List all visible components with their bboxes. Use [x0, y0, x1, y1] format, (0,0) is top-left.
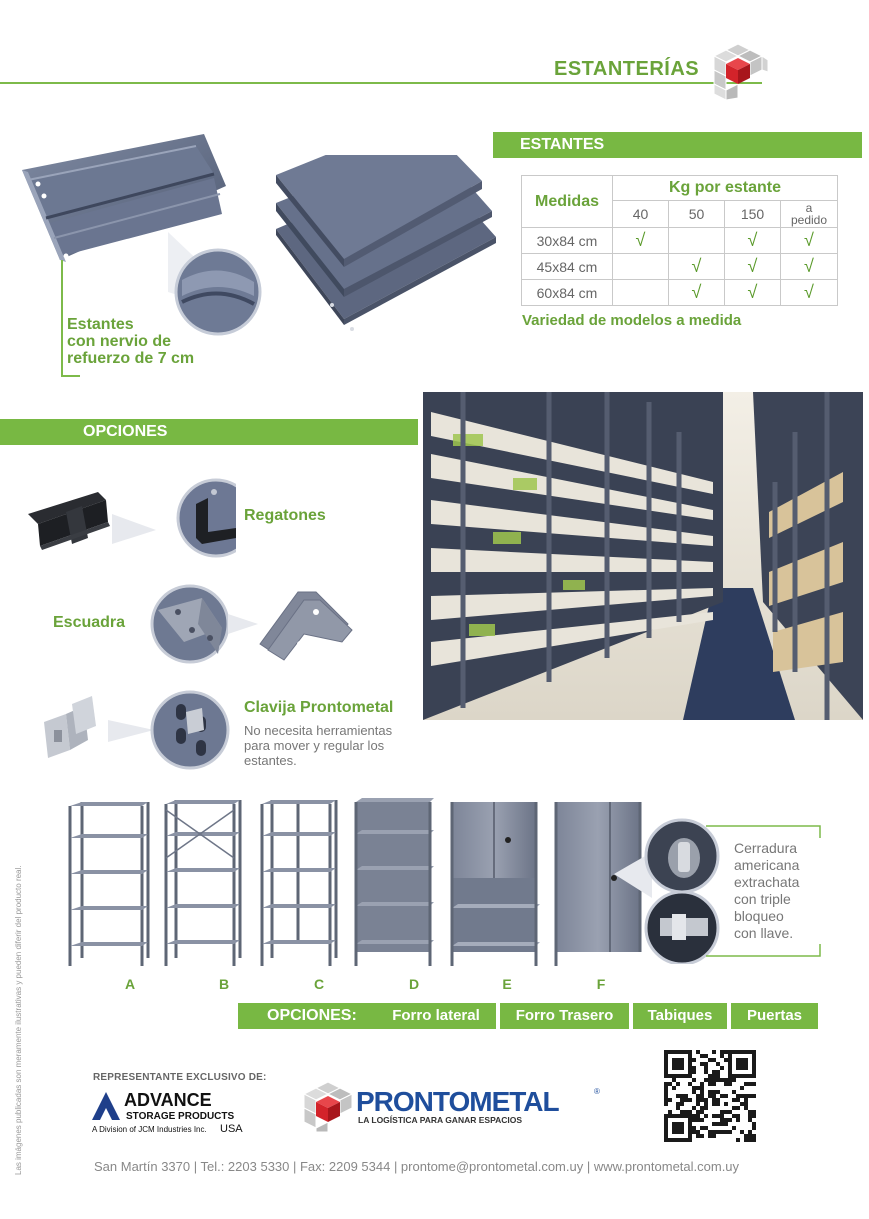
page-title: ESTANTERÍAS — [554, 58, 700, 80]
table-header-kg: Kg por estante — [613, 176, 838, 201]
prontometal-cube-logo — [706, 40, 770, 102]
model-letter: F — [596, 976, 606, 992]
a-pedido-line: pedido — [790, 212, 828, 227]
check-cell: √ — [781, 254, 838, 280]
table-col-40: 40 — [613, 200, 669, 227]
svg-text:STORAGE PRODUCTS: STORAGE PRODUCTS — [126, 1111, 235, 1122]
option-forro-trasero: Forro Trasero — [500, 1003, 629, 1029]
desc-line: con triple — [734, 891, 791, 907]
option-tabiques: Tabiques — [633, 1003, 727, 1029]
model-letter: A — [124, 976, 136, 992]
table-row — [522, 254, 838, 280]
stacked-shelves-illustration — [270, 155, 500, 335]
caption-line: refuerzo de 7 cm — [67, 350, 195, 367]
desc-line: estantes. — [244, 753, 297, 768]
desc-line: americana — [734, 857, 800, 873]
svg-text:USA: USA — [220, 1123, 243, 1135]
desc-line: No necesita herramientas — [244, 723, 393, 738]
shelf-caption — [67, 316, 194, 367]
desc-line: para mover y regular los — [244, 738, 385, 753]
advance-storage-logo — [92, 1088, 252, 1136]
table-col-150: 150 — [725, 200, 781, 227]
row-medida: 30x84 cm — [522, 228, 613, 254]
table-col-a-pedido — [781, 200, 838, 227]
check-cell: √ — [669, 280, 725, 306]
model-letter: D — [408, 976, 420, 992]
option-forro-lateral: Forro lateral — [392, 1007, 480, 1024]
model-letter: B — [218, 976, 230, 992]
caption-line: Estantes — [67, 316, 134, 333]
svg-text:PRONTOMETAL: PRONTOMETAL — [356, 1086, 559, 1117]
regatones-label: Regatones — [244, 507, 326, 524]
desc-line: con llave. — [734, 925, 794, 941]
clavija-label: Clavija Prontometal — [244, 699, 394, 716]
variedad-note: Variedad de modelos a medida — [522, 312, 742, 329]
table-row — [522, 228, 838, 254]
table-row — [522, 280, 838, 306]
svg-text:LA LOGÍSTICA PARA GANAR ESPACI: LA LOGÍSTICA PARA GANAR ESPACIOS — [358, 1115, 523, 1125]
prontometal-logo — [302, 1080, 612, 1132]
cerradura-description — [734, 840, 799, 942]
warehouse-photo — [423, 392, 863, 720]
check-cell — [613, 280, 669, 306]
row-medida: 60x84 cm — [522, 280, 613, 306]
table-header-medidas: Medidas — [522, 176, 613, 228]
svg-text:®: ® — [594, 1087, 600, 1096]
caption-line: con nervio de — [67, 333, 172, 350]
check-cell — [669, 228, 725, 254]
disclaimer-vertical: Las imágenes publicadas son meramente ilustrativas y pueden diferir del producto real. — [14, 865, 23, 1175]
clavija-description — [244, 723, 392, 768]
qr-code — [664, 1050, 756, 1142]
table-col-50: 50 — [669, 200, 725, 227]
escuadra-illustration — [148, 584, 358, 664]
svg-text:A Division of JCM Industries I: A Division of JCM Industries Inc. — [92, 1125, 207, 1134]
check-cell: √ — [613, 228, 669, 254]
clavija-illustration — [36, 690, 236, 770]
opciones-section-bar: OPCIONES — [0, 419, 418, 445]
desc-line: bloqueo — [734, 908, 784, 924]
kg-per-shelf-table — [521, 175, 838, 306]
model-letter: E — [502, 976, 512, 992]
check-cell: √ — [725, 280, 781, 306]
option-puertas: Puertas — [731, 1003, 818, 1029]
svg-text:ADVANCE: ADVANCE — [124, 1090, 212, 1110]
representante-label: REPRESENTANTE EXCLUSIVO DE: — [93, 1072, 267, 1083]
contact-footer: San Martín 3370 | Tel.: 2203 5330 | Fax: 2209 5344 | prontome@prontometal.com.uy | www.prontometal.com.uy — [94, 1159, 740, 1174]
desc-line: extrachata — [734, 874, 800, 890]
estantes-section-bar: ESTANTES — [493, 132, 862, 158]
shelving-models-illustration — [62, 798, 652, 976]
check-cell: √ — [725, 228, 781, 254]
row-medida: 45x84 cm — [522, 254, 613, 280]
opciones-row-title: OPCIONES: — [267, 1007, 357, 1024]
model-letter: C — [313, 976, 325, 992]
escuadra-label: Escuadra — [53, 614, 126, 631]
desc-line: Cerradura — [734, 840, 798, 856]
check-cell: √ — [781, 228, 838, 254]
header-rule — [0, 82, 762, 84]
regaton-illustration — [26, 478, 236, 562]
check-cell: √ — [725, 254, 781, 280]
check-cell: √ — [781, 280, 838, 306]
check-cell: √ — [669, 254, 725, 280]
a-pedido-line: a — [805, 200, 813, 215]
check-cell — [613, 254, 669, 280]
model-a — [70, 802, 148, 966]
